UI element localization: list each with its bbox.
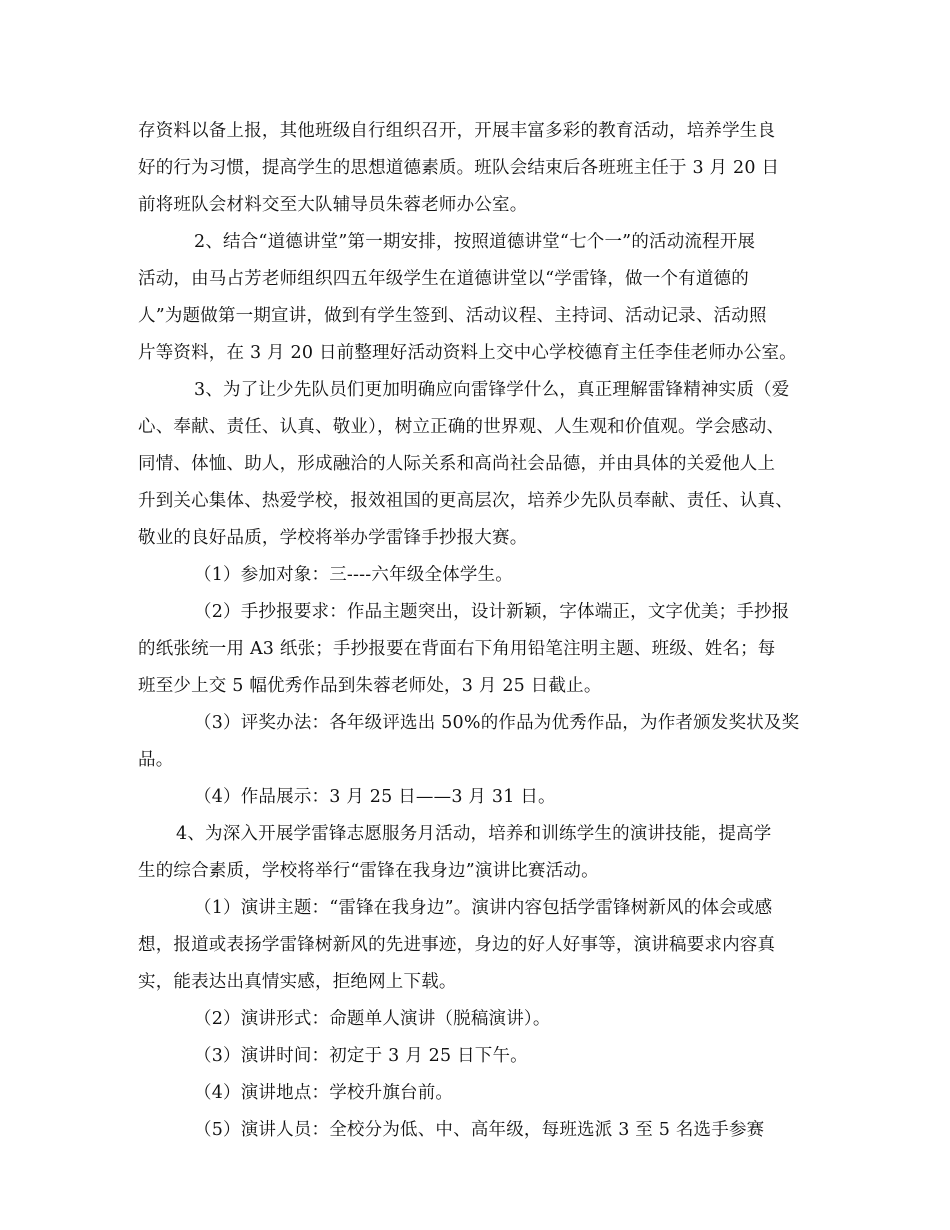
item-4-5: （5）演讲人员：全校分为低、中、高年级，每班选派 3 至 5 名选手参赛 xyxy=(194,1120,765,1140)
text-line: 想，报道或表扬学雷锋树新风的先进事迹，身边的好人好事等，演讲稿要求内容真 xyxy=(138,935,776,955)
paragraph-4-start: 4、为深入开展学雷锋志愿服务月活动，培养和训练学生的演讲技能，提高学 xyxy=(176,824,772,844)
text-line: 的纸张统一用 A3 纸张；手抄报要在背面右下角用铅笔注明主题、班级、姓名；每 xyxy=(138,639,776,659)
item-3-2: （2）手抄报要求：作品主题突出，设计新颖，字体端正，文字优美；手抄报 xyxy=(194,602,790,622)
text-line: 存资料以备上报，其他班级自行组织召开，开展丰富多彩的教育活动，培养学生良 xyxy=(138,121,776,141)
item-3-4: （4）作品展示：3 月 25 日——3 月 31 日。 xyxy=(194,787,556,807)
text-line: 升到关心集体、热爱学校，报效祖国的更高层次，培养少先队员奉献、责任、认真、 xyxy=(138,491,793,511)
text-line: 品。 xyxy=(138,750,174,770)
paragraph-2-start: 2、结合“道德讲堂”第一期安排，按照道德讲堂“七个一”的活动流程开展 xyxy=(194,232,756,252)
text-line: 实，能表达出真情实感，拒绝网上下载。 xyxy=(138,972,457,992)
item-4-1: （1）演讲主题：“雷锋在我身边”。演讲内容包括学雷锋树新风的体会或感 xyxy=(194,898,773,918)
text-line: 同情、体恤、助人，形成融洽的人际关系和高尚社会品德，并由具体的关爱他人上 xyxy=(138,454,776,474)
text-line: 活动，由马占芳老师组织四五年级学生在道德讲堂以“学雷锋，做一个有道德的 xyxy=(138,269,749,289)
document-body xyxy=(138,113,818,1149)
item-4-4: （4）演讲地点：学校升旗台前。 xyxy=(194,1083,454,1103)
item-3-3: （3）评奖办法：各年级评选出 50%的作品为优秀作品，为作者颁发奖状及奖 xyxy=(194,713,800,733)
item-4-2: （2）演讲形式：命题单人演讲（脱稿演讲）。 xyxy=(194,1009,551,1029)
text-line: 生的综合素质，学校将举行“雷锋在我身边”演讲比赛活动。 xyxy=(138,861,599,881)
item-4-3: （3）演讲时间：初定于 3 月 25 日下午。 xyxy=(194,1046,528,1066)
text-line: 人”为题做第一期宣讲，做到有学生签到、活动议程、主持词、活动记录、活动照 xyxy=(138,306,767,326)
text-line: 班至少上交 5 幅优秀作品到朱蓉老师处，3 月 25 日截止。 xyxy=(138,676,602,696)
paragraph-3-start: 3、为了让少先队员们更加明确应向雷锋学什么，真正理解雷锋精神实质（爱 xyxy=(194,380,790,400)
text-line: 好的行为习惯，提高学生的思想道德素质。班队会结束后各班班主任于 3 月 20 日 xyxy=(138,158,780,178)
item-3-1: （1）参加对象：三----六年级全体学生。 xyxy=(194,565,513,585)
text-line: 敬业的良好品质，学校将举办学雷锋手抄报大赛。 xyxy=(138,528,528,548)
text-line: 心、奉献、责任、认真、敬业），树立正确的世界观、人生观和价值观。学会感动、 xyxy=(138,417,785,437)
text-line: 前将班队会材料交至大队辅导员朱蓉老师办公室。 xyxy=(138,195,528,215)
text-line: 片等资料，在 3 月 20 日前整理好活动资料上交中心学校德育主任李佳老师办公室。 xyxy=(138,343,797,363)
